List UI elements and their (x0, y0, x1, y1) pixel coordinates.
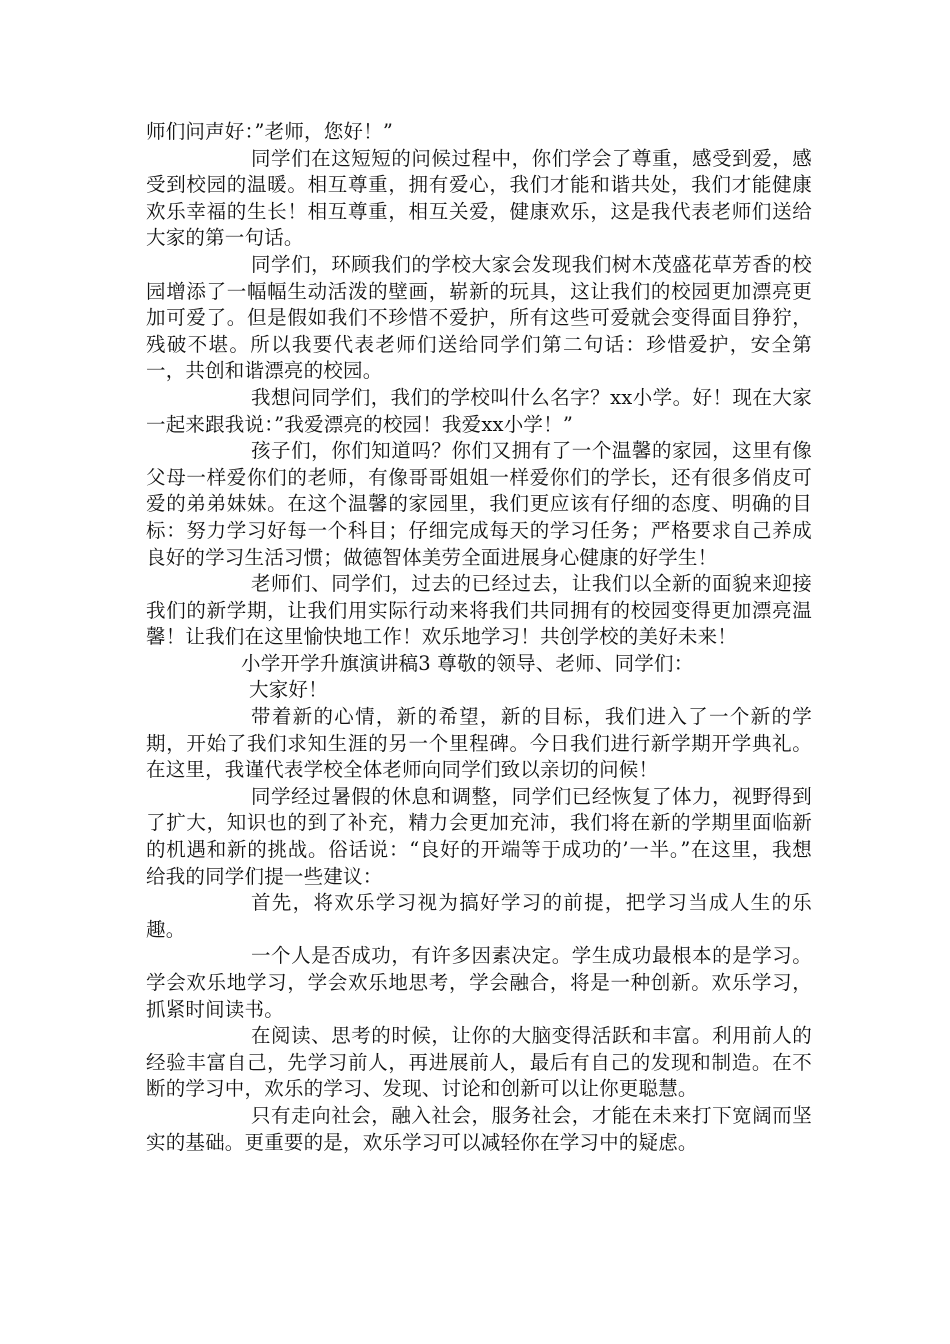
speech-greeting: 大家好！ (249, 678, 328, 702)
paragraph-respect: 同学们在这短短的问候过程中，你们学会了尊重，感受到爱，感受到校园的温暖。相互尊重，拥有爱心，我们才能和谐共处，我们才能健康欢乐幸福的生长！相互尊重，相互关爱，健康欢乐，这是我代表老师们送给大家的第一句话。 (146, 146, 812, 250)
paragraph-school-name: 我想问同学们，我们的学校叫什么名字？xx小学。好！现在大家一起来跟我说：”我爱漂亮的校园！我爱xx小学！” (146, 385, 812, 436)
paragraph-warm-home: 孩子们，你们知道吗？你们又拥有了一个温馨的家园，这里有像父母一样爱你们的老师，有像哥哥姐姐一样爱你们的学长，还有很多俏皮可爱的弟弟妹妹。在这个温馨的家园里，我们更应该有仔细的态度、明确的目标：努力学习好每一个科目；仔细完成每天的学习任务；严格要求自己养成良好的学习生活习惯；做德智体美劳全面进展身心健康的好学生！ (146, 439, 812, 569)
paragraph-reading-thinking: 在阅读、思考的时候，让你的大脑变得活跃和丰富。利用前人的经验丰富自己，先学习前人，再进展前人，最后有自己的发现和制造。在不断的学习中，欢乐的学习、发现、讨论和创新可以让你更聪慧。 (146, 1024, 812, 1101)
paragraph-first-advice: 首先，将欢乐学习视为搞好学习的前提，把学习当成人生的乐趣。 (146, 891, 812, 941)
paragraph-summer-break: 同学经过暑假的休息和调整，同学们已经恢复了体力，视野得到了扩大，知识也的到了补充，精力会更加充沛，我们将在新的学期里面临新的机遇和新的挑战。俗话说：“良好的开端等于成功的’一半。”在这里，我想给我的同学们提一些建议： (146, 784, 812, 888)
document-body (146, 119, 812, 1156)
paragraph-society: 只有走向社会，融入社会，服务社会，才能在未来打下宽阔而坚实的基础。更重要的是，欢乐学习可以减轻你在学习中的疑虑。 (146, 1103, 812, 1154)
paragraph-greeting-tail: 师们问声好：”老师，您好！” (146, 120, 393, 143)
paragraph-campus-care: 同学们，环顾我们的学校大家会发现我们树木茂盛花草芳香的校园增添了一幅幅生动活泼的壁画，崭新的玩具，这让我们的校园更加漂亮更加可爱了。但是假如我们不珍惜不爱护，所有这些可爱就会变得面目狰狞，残破不堪。所以我要代表老师们送给同学们第二句话：珍惜爱护，安全第一，共创和谐漂亮的校园。 (146, 252, 812, 383)
speech-title: 小学开学升旗演讲稿3 尊敬的领导、老师、同学们： (241, 651, 694, 675)
paragraph-success-factors: 一个人是否成功，有许多因素决定。学生成功最根本的是学习。学会欢乐地学习，学会欢乐地思考，学会融合，将是一种创新。欢乐学习，抓紧时间读书。 (146, 944, 812, 1021)
paragraph-new-semester: 老师们、同学们，过去的已经过去，让我们以全新的面貌来迎接我们的新学期，让我们用实际行动来将我们共同拥有的校园变得更加漂亮温馨！让我们在这里愉快地工作！欢乐地学习！共创学校的美好未来！ (146, 572, 812, 649)
paragraph-new-hopes: 带着新的心情，新的希望，新的目标，我们进入了一个新的学期，开始了我们求知生涯的另一个里程碑。今日我们进行新学期开学典礼。在这里，我谨代表学校全体老师向同学们致以亲切的问候！ (146, 705, 812, 782)
